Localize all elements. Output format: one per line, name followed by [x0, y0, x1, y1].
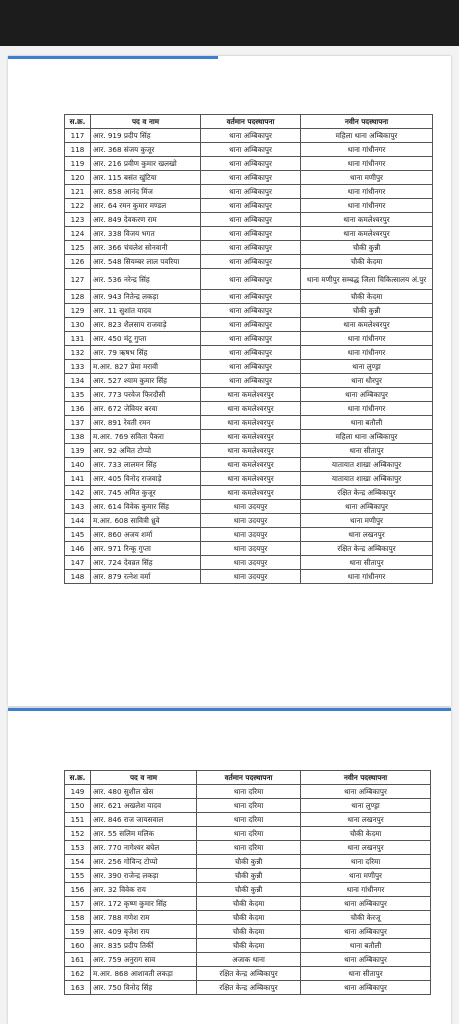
serial-cell: 152 — [65, 827, 91, 841]
header-current-posting: वर्तमान पदस्थापना — [197, 771, 301, 785]
serial-cell: 151 — [65, 813, 91, 827]
serial-cell: 124 — [65, 227, 91, 241]
table-row — [65, 799, 431, 813]
name-cell: आर. 773 परवेज फिरदौसी — [91, 388, 201, 402]
name-cell: आर. 943 नितेन्द्र लकड़ा — [91, 290, 201, 304]
current-posting-cell: थाना दरिमा — [197, 785, 301, 799]
new-posting-cell: चौकी कुन्नी — [301, 241, 433, 255]
current-posting-cell: थाना कमलेश्वरपुर — [201, 430, 301, 444]
new-posting-cell: थाना बतौली — [301, 416, 433, 430]
name-cell: आर. 405 विनोद राजवाड़े — [91, 472, 201, 486]
serial-cell: 125 — [65, 241, 91, 255]
new-posting-cell: थाना लखनपुर — [301, 813, 431, 827]
serial-cell: 138 — [65, 430, 91, 444]
table-row — [65, 785, 431, 799]
serial-cell: 119 — [65, 157, 91, 171]
new-posting-cell: थाना सीतापुर — [301, 967, 431, 981]
new-posting-cell: थाना गांधीनगर — [301, 185, 433, 199]
table-row — [65, 841, 431, 855]
table-row — [65, 227, 433, 241]
current-posting-cell: थाना दरिमा — [197, 827, 301, 841]
new-posting-cell: थाना मणीपुर — [301, 869, 431, 883]
new-posting-cell: थाना कमलेश्वरपुर — [301, 227, 433, 241]
name-cell: आर. 823 शैलसाय राजवाड़े — [91, 318, 201, 332]
header-new-posting: नवीन पदस्थापना — [301, 771, 431, 785]
current-posting-cell: थाना कमलेश्वरपुर — [201, 416, 301, 430]
name-cell: आर. 480 सुशील खेस — [91, 785, 197, 799]
name-cell: आर. 849 देवकरण राम — [91, 213, 201, 227]
name-cell: आर. 788 गणेश राम — [91, 911, 197, 925]
serial-cell: 131 — [65, 332, 91, 346]
table-row — [65, 129, 433, 143]
name-cell: आर. 115 बसंत खुंटिया — [91, 171, 201, 185]
current-posting-cell: थाना कमलेश्वरपुर — [201, 388, 301, 402]
current-posting-cell: थाना उदयपुर — [201, 556, 301, 570]
current-posting-cell: थाना दरिमा — [197, 841, 301, 855]
new-posting-cell: यातायात शाखा अम्बिकापुर — [301, 458, 433, 472]
table-row — [65, 570, 433, 584]
name-cell: आर. 919 प्रदीप सिंह — [91, 129, 201, 143]
current-posting-cell: थाना उदयपुर — [201, 528, 301, 542]
name-cell: आर. 733 लालमन सिंह — [91, 458, 201, 472]
current-posting-cell: चौकी केदमा — [197, 939, 301, 953]
current-posting-cell: चौकी केदमा — [197, 925, 301, 939]
new-posting-cell: चौकी केरजू — [301, 911, 431, 925]
serial-cell: 154 — [65, 855, 91, 869]
serial-cell: 143 — [65, 500, 91, 514]
serial-cell: 128 — [65, 290, 91, 304]
new-posting-cell: थाना अम्बिकापुर — [301, 925, 431, 939]
serial-cell: 132 — [65, 346, 91, 360]
page-top-edge — [8, 708, 451, 711]
new-posting-cell: थाना गांधीनगर — [301, 143, 433, 157]
name-cell: आर. 860 अजय शर्मा — [91, 528, 201, 542]
table-header-row — [65, 771, 431, 785]
table-row — [65, 332, 433, 346]
serial-cell: 139 — [65, 444, 91, 458]
name-cell: आर. 536 नरेन्द्र सिंह — [91, 269, 201, 290]
new-posting-cell: थाना बतौली — [301, 939, 431, 953]
name-cell: आर. 216 प्रवीण कुमार खलखो — [91, 157, 201, 171]
serial-cell: 155 — [65, 869, 91, 883]
current-posting-cell: थाना अम्बिकापुर — [201, 255, 301, 269]
new-posting-cell: महिला थाना अम्बिकापुर — [301, 430, 433, 444]
name-cell: आर. 770 नागेश्वर बघेल — [91, 841, 197, 855]
current-posting-cell: थाना उदयपुर — [201, 542, 301, 556]
new-posting-cell: यातायात शाखा अम्बिकापुर — [301, 472, 433, 486]
table-row — [65, 528, 433, 542]
name-cell: आर. 256 गोविन्द टोप्पो — [91, 855, 197, 869]
table-row — [65, 157, 433, 171]
name-cell: आर. 368 संजय कुजूर — [91, 143, 201, 157]
new-posting-cell: थाना लखनपुर — [301, 528, 433, 542]
document-page-2 — [8, 708, 451, 1024]
current-posting-cell: थाना अम्बिकापुर — [201, 157, 301, 171]
serial-cell: 161 — [65, 953, 91, 967]
new-posting-cell: चौकी केदमा — [301, 255, 433, 269]
current-posting-cell: थाना उदयपुर — [201, 500, 301, 514]
current-posting-cell: चौकी कुन्नी — [197, 869, 301, 883]
name-cell: आर. 750 विनोद सिंह — [91, 981, 197, 995]
serial-cell: 123 — [65, 213, 91, 227]
table-row — [65, 953, 431, 967]
table-row — [65, 967, 431, 981]
current-posting-cell: थाना अम्बिकापुर — [201, 360, 301, 374]
table-row — [65, 925, 431, 939]
current-posting-cell: थाना अम्बिकापुर — [201, 241, 301, 255]
name-cell: म.आर. 608 सावित्री ध्रुवे — [91, 514, 201, 528]
current-posting-cell: थाना अम्बिकापुर — [201, 213, 301, 227]
name-cell: आर. 621 अखलेश यादव — [91, 799, 197, 813]
table-row — [65, 911, 431, 925]
table-row — [65, 556, 433, 570]
serial-cell: 136 — [65, 402, 91, 416]
new-posting-cell: थाना गांधीनगर — [301, 570, 433, 584]
name-cell: आर. 846 राज जायसवाल — [91, 813, 197, 827]
name-cell: आर. 891 रेवती रमन — [91, 416, 201, 430]
name-cell: आर. 79 ऋषभ सिंह — [91, 346, 201, 360]
page-top-edge — [8, 56, 218, 59]
new-posting-cell: थाना अम्बिकापुर — [301, 388, 433, 402]
current-posting-cell: थाना अम्बिकापुर — [201, 346, 301, 360]
name-cell: आर. 858 आनंद मिंज — [91, 185, 201, 199]
current-posting-cell: थाना दरिमा — [197, 799, 301, 813]
table-row — [65, 813, 431, 827]
new-posting-cell: थाना लखनपुर — [301, 841, 431, 855]
table-row — [65, 304, 433, 318]
name-cell: आर. 527 श्याम कुमार सिंह — [91, 374, 201, 388]
header-current-posting: वर्तमान पदस्थापना — [201, 115, 301, 129]
name-cell: आर. 338 विजय भगत — [91, 227, 201, 241]
table-row — [65, 514, 433, 528]
document-page-1 — [8, 56, 451, 706]
name-cell: आर. 672 जेवियर बरवा — [91, 402, 201, 416]
new-posting-cell: चौकी केदमा — [301, 827, 431, 841]
name-cell: म.आर. 827 प्रेमा मरावी — [91, 360, 201, 374]
new-posting-cell: थाना धौरपुर — [301, 374, 433, 388]
serial-cell: 158 — [65, 911, 91, 925]
name-cell: आर. 11 सुशांत यादव — [91, 304, 201, 318]
name-cell: आर. 971 रिन्कू गुप्ता — [91, 542, 201, 556]
serial-cell: 153 — [65, 841, 91, 855]
transfer-table-page-1 — [64, 114, 433, 584]
header-name: पद व नाम — [91, 115, 201, 129]
serial-cell: 141 — [65, 472, 91, 486]
current-posting-cell: थाना कमलेश्वरपुर — [201, 486, 301, 500]
current-posting-cell: थाना अम्बिकापुर — [201, 185, 301, 199]
serial-cell: 144 — [65, 514, 91, 528]
serial-cell: 148 — [65, 570, 91, 584]
table-row — [65, 897, 431, 911]
table-row — [65, 458, 433, 472]
serial-cell: 127 — [65, 269, 91, 290]
current-posting-cell: थाना अम्बिकापुर — [201, 143, 301, 157]
serial-cell: 142 — [65, 486, 91, 500]
table-row — [65, 318, 433, 332]
new-posting-cell: रक्षित केन्द्र अम्बिकापुर — [301, 486, 433, 500]
current-posting-cell: थाना कमलेश्वरपुर — [201, 444, 301, 458]
current-posting-cell: थाना अम्बिकापुर — [201, 171, 301, 185]
current-posting-cell: अजाक थाना — [197, 953, 301, 967]
current-posting-cell: थाना अम्बिकापुर — [201, 304, 301, 318]
transfer-table-page-2 — [64, 770, 431, 995]
new-posting-cell: थाना मणीपुर सम्बद्ध जिला चिकित्सालय अं.पुर — [301, 269, 433, 290]
serial-cell: 118 — [65, 143, 91, 157]
new-posting-cell: थाना अम्बिकापुर — [301, 785, 431, 799]
table-row — [65, 827, 431, 841]
new-posting-cell: थाना अम्बिकापुर — [301, 953, 431, 967]
new-posting-cell: थाना अम्बिकापुर — [301, 897, 431, 911]
table-row — [65, 500, 433, 514]
serial-cell: 149 — [65, 785, 91, 799]
table-row — [65, 213, 433, 227]
current-posting-cell: चौकी कुन्नी — [197, 883, 301, 897]
name-cell: आर. 879 रत्नेश वर्मा — [91, 570, 201, 584]
name-cell: आर. 450 मंटू गुप्ता — [91, 332, 201, 346]
table-header-row — [65, 115, 433, 129]
serial-cell: 150 — [65, 799, 91, 813]
new-posting-cell: थाना अम्बिकापुर — [301, 981, 431, 995]
new-posting-cell: महिला थाना अम्बिकापुर — [301, 129, 433, 143]
serial-cell: 163 — [65, 981, 91, 995]
table-row — [65, 360, 433, 374]
new-posting-cell: थाना गांधीनगर — [301, 157, 433, 171]
new-posting-cell: थाना गांधीनगर — [301, 199, 433, 213]
table-row — [65, 486, 433, 500]
serial-cell: 133 — [65, 360, 91, 374]
new-posting-cell: थाना कमलेश्वरपुर — [301, 318, 433, 332]
serial-cell: 121 — [65, 185, 91, 199]
table-row — [65, 255, 433, 269]
serial-cell: 162 — [65, 967, 91, 981]
serial-cell: 160 — [65, 939, 91, 953]
table-row — [65, 143, 433, 157]
new-posting-cell: चौकी केदमा — [301, 290, 433, 304]
name-cell: आर. 55 सलिम मलिक — [91, 827, 197, 841]
table-row — [65, 346, 433, 360]
current-posting-cell: चौकी कुन्नी — [197, 855, 301, 869]
serial-cell: 122 — [65, 199, 91, 213]
new-posting-cell: थाना गांधीनगर — [301, 402, 433, 416]
header-serial: स.क्र. — [65, 771, 91, 785]
current-posting-cell: थाना अम्बिकापुर — [201, 129, 301, 143]
serial-cell: 147 — [65, 556, 91, 570]
table-row — [65, 472, 433, 486]
table-row — [65, 402, 433, 416]
new-posting-cell: थाना मणीपुर — [301, 514, 433, 528]
name-cell: आर. 614 विवेक कुमार सिंह — [91, 500, 201, 514]
table-row — [65, 855, 431, 869]
name-cell: आर. 366 चंचलेश सोनवानी — [91, 241, 201, 255]
new-posting-cell: थाना गांधीनगर — [301, 332, 433, 346]
table-row — [65, 388, 433, 402]
serial-cell: 134 — [65, 374, 91, 388]
name-cell: आर. 64 रमन कुमार मण्डल — [91, 199, 201, 213]
serial-cell: 129 — [65, 304, 91, 318]
serial-cell: 156 — [65, 883, 91, 897]
header-new-posting: नवीन पदस्थापना — [301, 115, 433, 129]
table-row — [65, 269, 433, 290]
current-posting-cell: थाना अम्बिकापुर — [201, 269, 301, 290]
new-posting-cell: चौकी कुन्नी — [301, 304, 433, 318]
serial-cell: 137 — [65, 416, 91, 430]
header-name: पद व नाम — [91, 771, 197, 785]
new-posting-cell: रक्षित केन्द्र अम्बिकापुर — [301, 542, 433, 556]
serial-cell: 145 — [65, 528, 91, 542]
table-row — [65, 883, 431, 897]
new-posting-cell: थाना दरिमा — [301, 855, 431, 869]
table-row — [65, 542, 433, 556]
serial-cell: 140 — [65, 458, 91, 472]
name-cell: म.आर. 769 सविता पैकरा — [91, 430, 201, 444]
current-posting-cell: चौकी केदमा — [197, 897, 301, 911]
new-posting-cell: थाना कमलेश्वरपुर — [301, 213, 433, 227]
serial-cell: 126 — [65, 255, 91, 269]
name-cell: आर. 759 अनुराग साव — [91, 953, 197, 967]
new-posting-cell: थाना सीतापुर — [301, 444, 433, 458]
status-bar — [0, 0, 459, 46]
name-cell: आर. 835 प्रदीप तिर्की — [91, 939, 197, 953]
new-posting-cell: थाना अम्बिकापुर — [301, 500, 433, 514]
table-row — [65, 430, 433, 444]
current-posting-cell: थाना कमलेश्वरपुर — [201, 458, 301, 472]
name-cell: आर. 724 देवव्रत सिंह — [91, 556, 201, 570]
table-row — [65, 416, 433, 430]
new-posting-cell: थाना गांधीनगर — [301, 346, 433, 360]
new-posting-cell: थाना मणीपुर — [301, 171, 433, 185]
header-serial: स.क्र. — [65, 115, 91, 129]
name-cell: आर. 548 सियम्बर लाल पवरिया — [91, 255, 201, 269]
name-cell: म.आर. 868 आशावती लकड़ा — [91, 967, 197, 981]
current-posting-cell: रक्षित केन्द्र अम्बिकापुर — [197, 967, 301, 981]
new-posting-cell: थाना गांधीनगर — [301, 883, 431, 897]
table-row — [65, 241, 433, 255]
table-row — [65, 185, 433, 199]
current-posting-cell: थाना अम्बिकापुर — [201, 318, 301, 332]
name-cell: आर. 409 बृजेश राय — [91, 925, 197, 939]
current-posting-cell: थाना अम्बिकापुर — [201, 374, 301, 388]
serial-cell: 159 — [65, 925, 91, 939]
current-posting-cell: थाना अम्बिकापुर — [201, 199, 301, 213]
serial-cell: 135 — [65, 388, 91, 402]
current-posting-cell: थाना अम्बिकापुर — [201, 290, 301, 304]
table-row — [65, 199, 433, 213]
serial-cell: 117 — [65, 129, 91, 143]
current-posting-cell: थाना अम्बिकापुर — [201, 332, 301, 346]
current-posting-cell: थाना कमलेश्वरपुर — [201, 402, 301, 416]
serial-cell: 157 — [65, 897, 91, 911]
name-cell: आर. 92 अमित टोप्पो — [91, 444, 201, 458]
new-posting-cell: थाना लुण्ड्रा — [301, 799, 431, 813]
new-posting-cell: थाना सीतापुर — [301, 556, 433, 570]
table-row — [65, 374, 433, 388]
name-cell: आर. 172 कृष्ण कुमार सिंह — [91, 897, 197, 911]
serial-cell: 146 — [65, 542, 91, 556]
table-row — [65, 869, 431, 883]
serial-cell: 120 — [65, 171, 91, 185]
table-row — [65, 444, 433, 458]
current-posting-cell: थाना दरिमा — [197, 813, 301, 827]
name-cell: आर. 32 विवेक राय — [91, 883, 197, 897]
name-cell: आर. 390 राजेन्द्र लकड़ा — [91, 869, 197, 883]
current-posting-cell: थाना अम्बिकापुर — [201, 227, 301, 241]
name-cell: आर. 745 अमित कुजूर — [91, 486, 201, 500]
table-row — [65, 981, 431, 995]
current-posting-cell: थाना उदयपुर — [201, 514, 301, 528]
new-posting-cell: थाना लुण्ड्रा — [301, 360, 433, 374]
current-posting-cell: थाना उदयपुर — [201, 570, 301, 584]
table-row — [65, 290, 433, 304]
table-row — [65, 171, 433, 185]
table-row — [65, 939, 431, 953]
current-posting-cell: रक्षित केन्द्र अम्बिकापुर — [197, 981, 301, 995]
current-posting-cell: थाना कमलेश्वरपुर — [201, 472, 301, 486]
serial-cell: 130 — [65, 318, 91, 332]
current-posting-cell: चौकी केदमा — [197, 911, 301, 925]
